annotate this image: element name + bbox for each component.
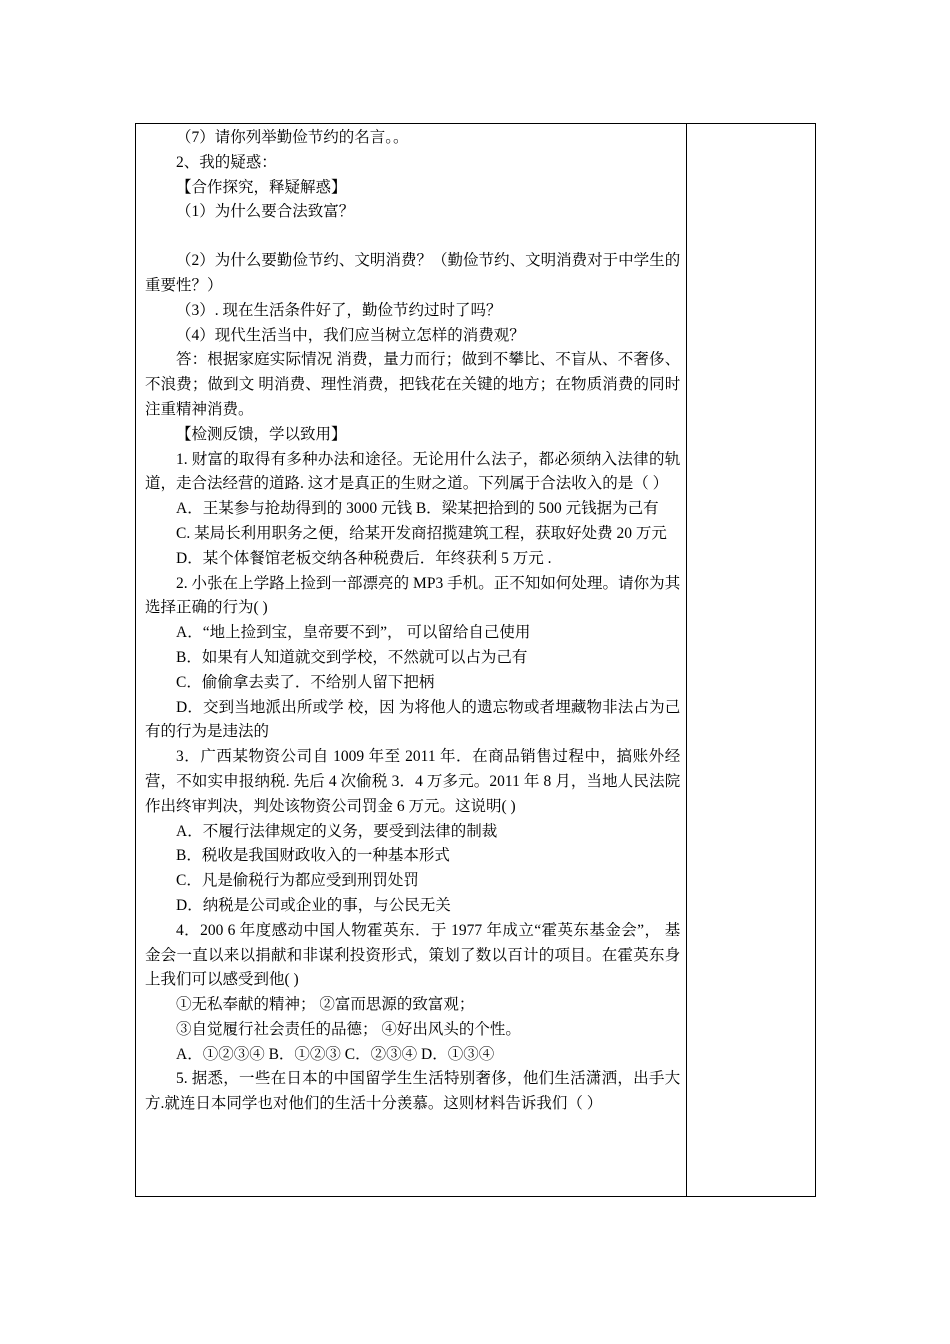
section-heading-cooperative-inquiry: 【合作探究，释疑解惑】 xyxy=(176,178,347,196)
exercise-1-option-c: C. 某局长利用职务之便，给某开发商招揽建筑工程，获取好处费 20 万元 xyxy=(176,524,667,542)
exercise-2-stem: 2. 小张在上学路上捡到一部漂亮的 MP3 手机。正不知如何处理。请你为其选择正确的行为( ) xyxy=(145,574,681,617)
exercise-2-option-b: B．如果有人知道就交到学校，不然就可以占为己有 xyxy=(176,648,528,666)
exercise-3-stem: 3．广西某物资公司自 1009 年至 2011 年．在商品销售过程中，搞账外经营，不如实申报纳税. 先后 4 次偷税 3．4 万多元。2011 年 8 月，当地人民法院作出终审判决，判处该物资公司罚金 6 万元。这说明( ) xyxy=(145,748,681,815)
section-heading-feedback: 【检测反馈，学以致用】 xyxy=(176,425,347,443)
exercise-3-option-b: B．税收是我国财政收入的一种基本形式 xyxy=(176,847,450,865)
exercise-1-options-ab: A．王某参与抢劫得到的 3000 元钱 B．梁某把拾到的 500 元钱据为己有 xyxy=(176,500,659,518)
exercise-4-statements-12: ①无私奉献的精神； ②富而思源的致富观； xyxy=(176,996,475,1014)
exercise-4-options: A．①②③④ B．①②③ C．②③④ D．①③④ xyxy=(176,1045,495,1063)
answer-paragraph: 答：根据家庭实际情况 消费，量力而行；做到不攀比、不盲从、不奢侈、不浪费；做到文 明消费、理性消费，把钱花在关键的地方；在物质消费的同时注重精神消费。 xyxy=(145,351,681,418)
text-line-my-doubts: 2、我的疑惑： xyxy=(176,153,277,171)
blank-answer-space xyxy=(145,225,680,249)
exercise-4-statements-34: ③自觉履行社会责任的品德； ④好出风头的个性。 xyxy=(176,1020,521,1038)
exercise-3-option-a: A．不履行法律规定的义务，要受到法律的制裁 xyxy=(176,822,498,840)
exercise-5-stem: 5. 据悉，一些在日本的中国留学生生活特别奢侈，他们生活潇洒，出手大方.就连日本同学也对他们的生活十分羡慕。这则材料告诉我们（ ） xyxy=(145,1070,681,1113)
exercise-2-option-a: A．“地上捡到宝，皇帝要不到”， 可以留给自己使用 xyxy=(176,624,531,642)
text-line-7-famous-quotes: （7）请你列举勤俭节约的名言。。 xyxy=(176,129,409,146)
exercise-2-option-d: D．交到当地派出所或学 校，因 为将他人的遗忘物或者埋藏物非法占为己有的行为是违法的 xyxy=(145,698,681,741)
exercise-2-option-c: C．偷偷拿去卖了．不给别人留下把柄 xyxy=(176,673,435,691)
lesson-table xyxy=(135,123,816,1197)
exercise-3-option-c: C．凡是偷税行为都应受到刑罚处罚 xyxy=(176,872,419,890)
question-4: （4）现代生活当中，我们应当树立怎样的消费观？ xyxy=(176,326,525,344)
exercise-1-option-d: D．某个体餐馆老板交纳各种税费后．年终获利 5 万元 . xyxy=(176,549,552,567)
content-body xyxy=(136,124,686,1117)
question-3: （3）. 现在生活条件好了，勤俭节约过时了吗？ xyxy=(176,301,502,319)
exercise-1-stem: 1. 财富的取得有多种办法和途径。无论用什么法子，都必须纳入法律的轨道，走合法经营的道路. 这才是真正的生财之道。下列属于合法收入的是（ ） xyxy=(145,450,681,493)
notes-cell xyxy=(687,124,816,1197)
exercise-3-option-d: D．纳税是公司或企业的事，与公民无关 xyxy=(176,896,451,914)
exercise-4-stem: 4．200 6 年度感动中国人物霍英东．于 1977 年成立“霍英东基金会”， 基金会一直以来以捐献和非谋利投资形式，策划了数以百计的项目。在霍英东身上我们可以感受到他( ) xyxy=(145,921,681,989)
question-1: （1）为什么要合法致富？ xyxy=(176,203,355,221)
question-2: （2）为什么要勤俭节约、文明消费？（勤俭节约、文明消费对于中学生的重要性？） xyxy=(145,252,681,294)
content-cell xyxy=(136,124,687,1197)
